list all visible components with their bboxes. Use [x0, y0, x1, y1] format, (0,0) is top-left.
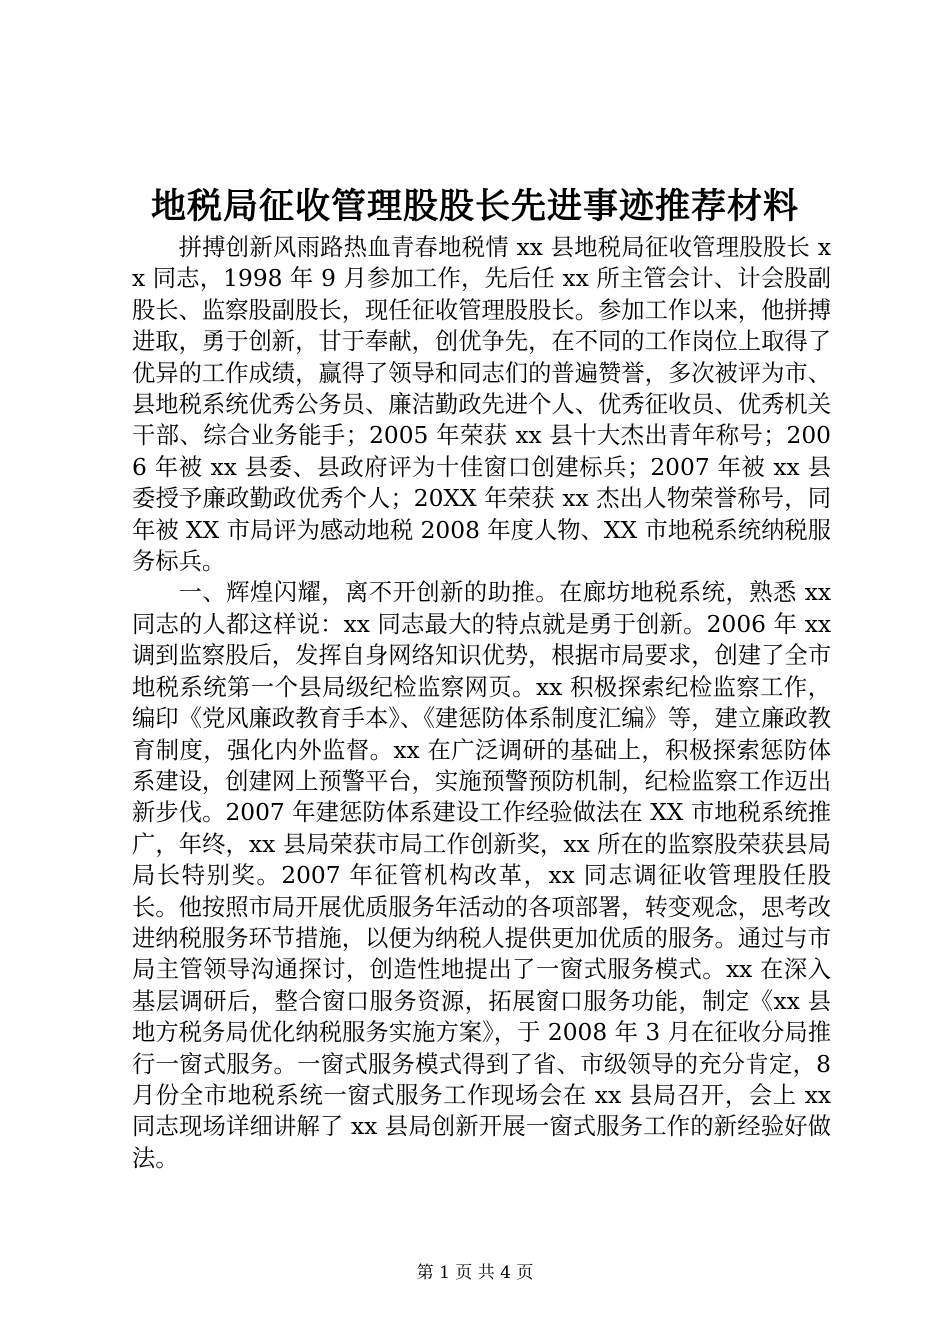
document-title: 地税局征收管理股股长先进事迹推荐材料	[150, 186, 799, 227]
paragraph-intro: 拼搏创新风雨路热血青春地税情 xx 县地税局征收管理股股长 xx 同志，1998 年 9 月参加工作，先后任 xx 所主管会计、计会股副股长、监察股副股长，现任征收管理股股长。参加工作以来，他拼搏进取，勇于创新，甘于奉献，创优争先，在不同的工作岗位上取得了优异的工作成绩，赢得了领导和同志们的普遍赞誉，多次被评为市、县地税系统优秀公务员、廉洁勤政先进个人、优秀征收员、优秀机关干部、综合业务能手；2005 年荣获 xx 县十大杰出青年称号；2006 年被 xx 县委、县政府评为十佳窗口创建标兵；2007 年被 xx 县委授予廉政勤政优秀个人；20XX 年荣获 xx 杰出人物荣誉称号，同年被 XX 市局评为感动地税 2008 年度人物、XX 市地税系统纳税服务标兵。	[132, 234, 831, 576]
paragraph-section-one: 一、辉煌闪耀，离不开创新的助推。在廊坊地税系统，熟悉 xx 同志的人都这样说：xx 同志最大的特点就是勇于创新。2006 年 xx 调到监察股后，发挥自身网络知识优势，根据市局要求，创建了全市地税系统第一个县局级纪检监察网页。xx 积极探索纪检监察工作，编印《党风廉政教育手本》、《建惩防体系制度汇编》等，建立廉政教育制度，强化内外监督。xx 在广泛调研的基础上，积极探索惩防体系建设，创建网上预警平台，实施预警预防机制，纪检监察工作迈出新步伐。2007 年建惩防体系建设工作经验做法在 XX 市地税系统推广，年终，xx 县局荣获市局工作创新奖，xx 所在的监察股荣获县局局长特别奖。2007 年征管机构改革，xx 同志调征收管理股任股长。他按照市局开展优质服务年活动的各项部署，转变观念，思考改进纳税服务环节措施，以便为纳税人提供更加优质的服务。通过与市局主管领导沟通探讨，创造性地提出了一窗式服务模式。xx 在深入基层调研后，整合窗口服务资源，拓展窗口服务功能，制定《xx 县地方税务局优化纳税服务实施方案》，于 2008 年 3 月在征收分局推行一窗式服务。一窗式服务模式得到了省、市级领导的充分肯定，8 月份全市地税系统一窗式服务工作现场会在 xx 县局召开，会上 xx 同志现场详细讲解了 xx 县局创新开展一窗式服务工作的新经验好做法。	[132, 579, 831, 1172]
document-body	[132, 232, 831, 1174]
page-footer: 第 1 页 共 4 页	[416, 1263, 534, 1283]
